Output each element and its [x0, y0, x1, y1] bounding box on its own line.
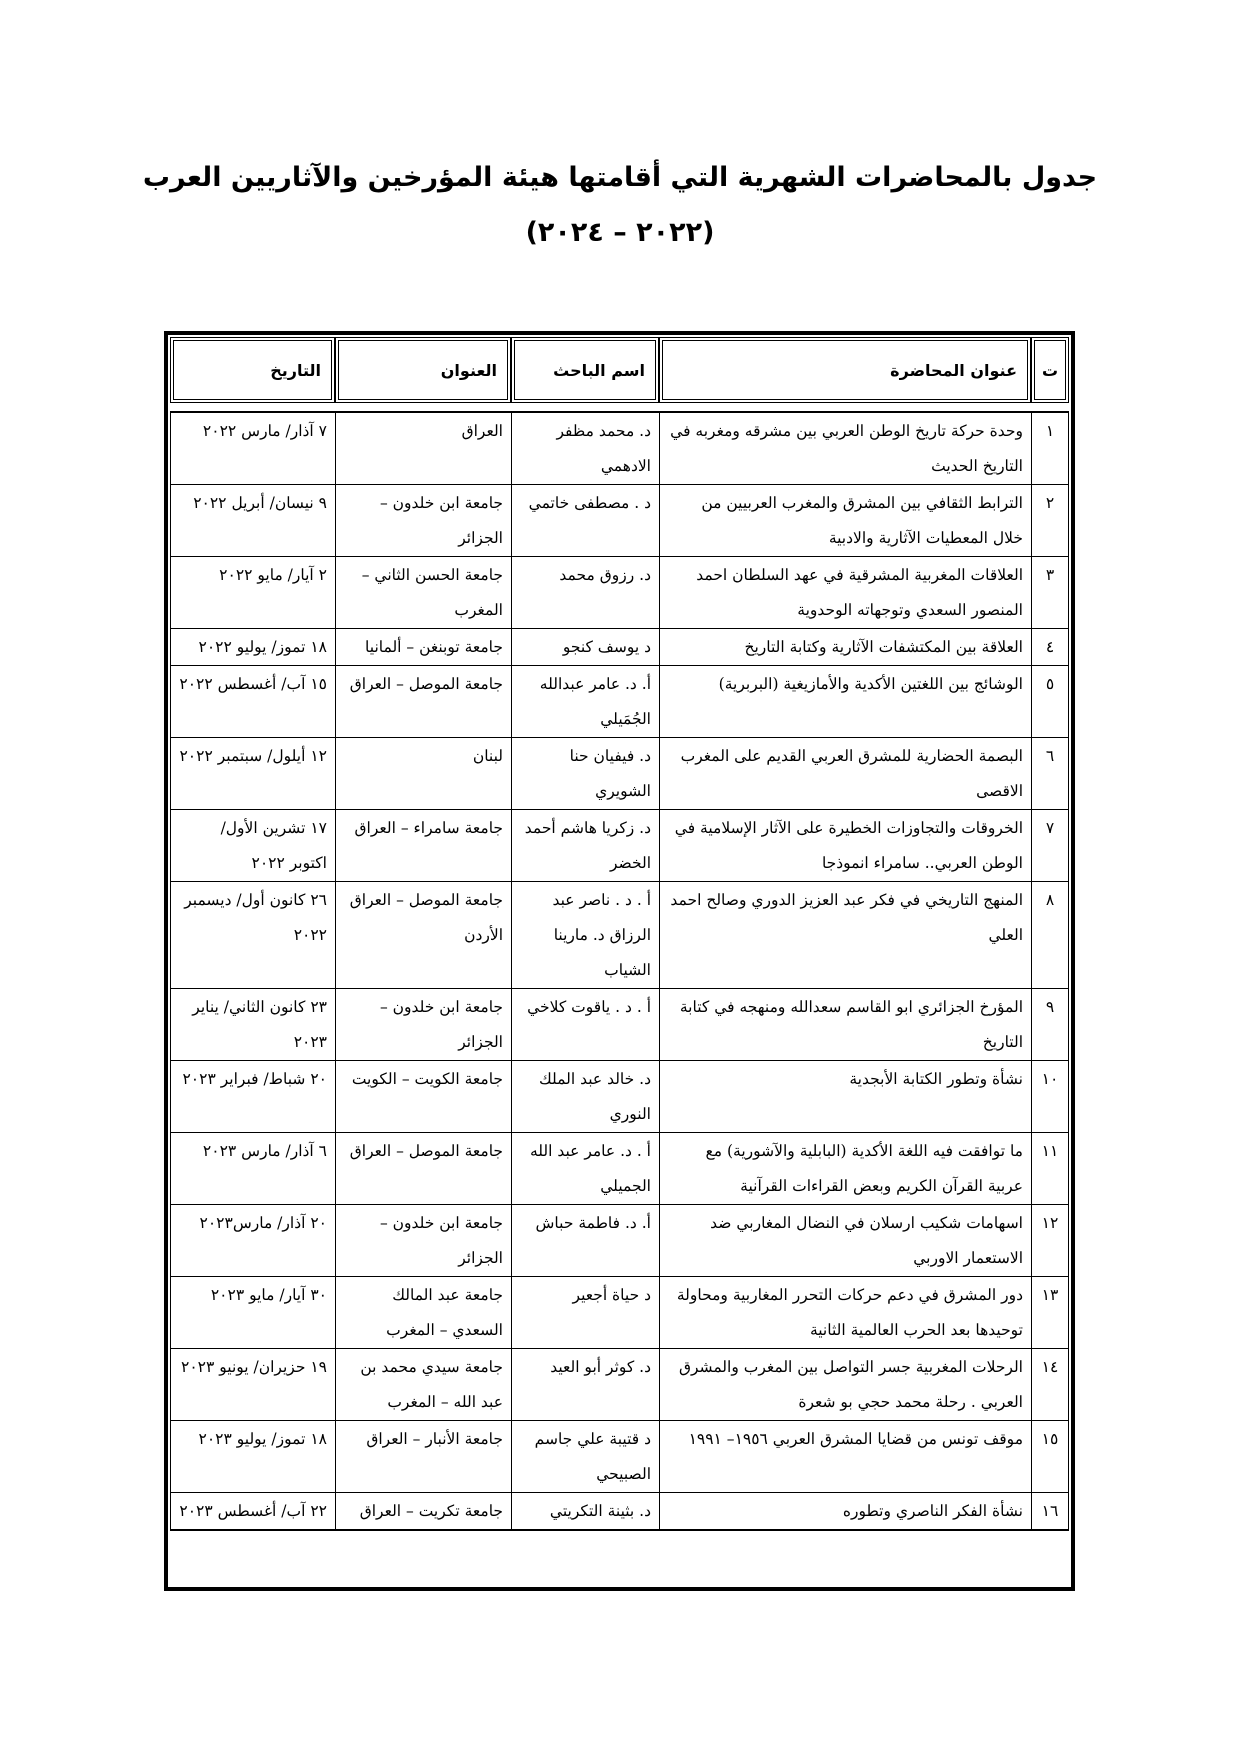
cell-date: ١٢ أيلول/ سبتمبر ٢٠٢٢	[170, 737, 335, 809]
cell-location: جامعة توبنغن – ألمانيا	[335, 628, 511, 665]
cell-row-number: ٣	[1031, 556, 1069, 628]
header-researcher-name: اسم الباحث	[511, 337, 659, 403]
cell-researcher-name: د يوسف كنجو	[511, 628, 659, 665]
page-subtitle-years: (٢٠٢٢ – ٢٠٢٤)	[525, 217, 715, 248]
cell-researcher-name: د. رزوق محمد	[511, 556, 659, 628]
table-row	[170, 881, 1069, 988]
cell-researcher-name: أ . د. عامر عبد الله الجميلي	[511, 1132, 659, 1204]
table-row	[170, 737, 1069, 809]
table-row	[170, 809, 1069, 881]
cell-lecture-title: نشأة وتطور الكتابة الأبجدية	[659, 1060, 1031, 1132]
cell-lecture-title: وحدة حركة تاريخ الوطن العربي بين مشرقه ومغربه في التاريخ الحديث	[659, 411, 1031, 484]
cell-lecture-title: موقف تونس من قضايا المشرق العربي ١٩٥٦– ١٩٩١	[659, 1420, 1031, 1492]
cell-row-number: ١١	[1031, 1132, 1069, 1204]
cell-date: ٦ آذار/ مارس ٢٠٢٣	[170, 1132, 335, 1204]
cell-researcher-name: د . مصطفى خاتمي	[511, 484, 659, 556]
cell-date: ١٨ تموز/ يوليو ٢٠٢٣	[170, 1420, 335, 1492]
cell-row-number: ٧	[1031, 809, 1069, 881]
cell-row-number: ١	[1031, 411, 1069, 484]
table-row	[170, 665, 1069, 737]
cell-date: ١٨ تموز/ يوليو ٢٠٢٢	[170, 628, 335, 665]
cell-researcher-name: د. كوثر أبو العيد	[511, 1348, 659, 1420]
cell-location: جامعة تكريت – العراق	[335, 1492, 511, 1531]
cell-lecture-title: الرحلات المغربية جسر التواصل بين المغرب والمشرق العربي . رحلة محمد حجي بو شعرة	[659, 1348, 1031, 1420]
table-row	[170, 1492, 1069, 1531]
page-title: جدول بالمحاضرات الشهرية التي أقامتها هيئة المؤرخين والآثاريين العرب	[142, 162, 1098, 193]
cell-date: ١٩ حزيران/ يونيو ٢٠٢٣	[170, 1348, 335, 1420]
table-row	[170, 988, 1069, 1060]
cell-researcher-name: أ. د. فاطمة حباش	[511, 1204, 659, 1276]
table-row	[170, 1060, 1069, 1132]
table-row	[170, 1348, 1069, 1420]
cell-lecture-title: البصمة الحضارية للمشرق العربي القديم على المغرب الاقصى	[659, 737, 1031, 809]
cell-location: جامعة سامراء – العراق	[335, 809, 511, 881]
header-lecture-title: عنوان المحاضرة	[659, 337, 1031, 403]
cell-researcher-name: د. زكريا هاشم أحمد الخضر	[511, 809, 659, 881]
lectures-table-frame	[164, 331, 1075, 1591]
cell-row-number: ٤	[1031, 628, 1069, 665]
cell-lecture-title: المؤرخ الجزائري ابو القاسم سعدالله ومنهجه في كتابة التاريخ	[659, 988, 1031, 1060]
table-row	[170, 1276, 1069, 1348]
cell-location: جامعة الأنبار – العراق	[335, 1420, 511, 1492]
cell-row-number: ١٠	[1031, 1060, 1069, 1132]
cell-date: ٢٠ شباط/ فبراير ٢٠٢٣	[170, 1060, 335, 1132]
cell-row-number: ٥	[1031, 665, 1069, 737]
cell-researcher-name: أ . د . ياقوت كلاخي	[511, 988, 659, 1060]
cell-lecture-title: المنهج التاريخي في فكر عبد العزيز الدوري وصالح احمد العلي	[659, 881, 1031, 988]
cell-researcher-name: د. خالد عبد الملك النوري	[511, 1060, 659, 1132]
cell-researcher-name: د. بثينة التكريتي	[511, 1492, 659, 1531]
cell-date: ٢ آيار/ مايو ٢٠٢٢	[170, 556, 335, 628]
table-header-row	[170, 337, 1069, 403]
cell-researcher-name: د. فيفيان حنا الشويري	[511, 737, 659, 809]
cell-row-number: ٢	[1031, 484, 1069, 556]
cell-researcher-name: د حياة أجعير	[511, 1276, 659, 1348]
cell-researcher-name: أ . د . ناصر عبد الرزاق د. مارينا الشياب	[511, 881, 659, 988]
cell-lecture-title: الوشائج بين اللغتين الأكدية والأمازيغية (البربرية)	[659, 665, 1031, 737]
cell-lecture-title: العلاقات المغربية المشرقية في عهد السلطان احمد المنصور السعدي وتوجهاته الوحدوية	[659, 556, 1031, 628]
cell-lecture-title: الترابط الثقافي بين المشرق والمغرب العربيين من خلال المعطيات الآثارية والادبية	[659, 484, 1031, 556]
table-row	[170, 484, 1069, 556]
table-row	[170, 1132, 1069, 1204]
cell-researcher-name: د قتيبة علي جاسم الصبيحي	[511, 1420, 659, 1492]
cell-location: جامعة الموصل – العراق الأردن	[335, 881, 511, 988]
cell-location: جامعة الموصل – العراق	[335, 665, 511, 737]
header-date: التاريخ	[170, 337, 335, 403]
cell-date: ٢٢ آب/ أغسطس ٢٠٢٣	[170, 1492, 335, 1531]
table-row	[170, 411, 1069, 484]
cell-location: جامعة الحسن الثاني – المغرب	[335, 556, 511, 628]
cell-location: جامعة ابن خلدون – الجزائر	[335, 988, 511, 1060]
cell-row-number: ٨	[1031, 881, 1069, 988]
cell-date: ٩ نيسان/ أبريل ٢٠٢٢	[170, 484, 335, 556]
table-row	[170, 1420, 1069, 1492]
cell-researcher-name: أ. د. عامر عبدالله الجُمَيلي	[511, 665, 659, 737]
lectures-table	[170, 337, 1069, 1531]
cell-location: العراق	[335, 411, 511, 484]
cell-date: ١٥ آب/ أغسطس ٢٠٢٢	[170, 665, 335, 737]
cell-lecture-title: ما توافقت فيه اللغة الأكدية (البابلية والآشورية) مع عربية القرآن الكريم وبعض القراءات القرآنية	[659, 1132, 1031, 1204]
cell-location: جامعة عبد المالك السعدي – المغرب	[335, 1276, 511, 1348]
table-row	[170, 1204, 1069, 1276]
cell-location: لبنان	[335, 737, 511, 809]
cell-row-number: ١٢	[1031, 1204, 1069, 1276]
cell-lecture-title: نشأة الفكر الناصري وتطوره	[659, 1492, 1031, 1531]
cell-location: جامعة ابن خلدون – الجزائر	[335, 1204, 511, 1276]
cell-location: جامعة الموصل – العراق	[335, 1132, 511, 1204]
cell-lecture-title: العلاقة بين المكتشفات الآثارية وكتابة التاريخ	[659, 628, 1031, 665]
cell-row-number: ١٤	[1031, 1348, 1069, 1420]
cell-date: ١٧ تشرين الأول/ اكتوبر ٢٠٢٢	[170, 809, 335, 881]
header-location: العنوان	[335, 337, 511, 403]
cell-row-number: ١٦	[1031, 1492, 1069, 1531]
cell-row-number: ١٥	[1031, 1420, 1069, 1492]
cell-row-number: ٩	[1031, 988, 1069, 1060]
header-number: ت	[1031, 337, 1069, 403]
cell-date: ٣٠ آيار/ مايو ٢٠٢٣	[170, 1276, 335, 1348]
cell-lecture-title: الخروقات والتجاوزات الخطيرة على الآثار الإسلامية في الوطن العربي.. سامراء انموذجا	[659, 809, 1031, 881]
cell-date: ٢٠ آذار/ مارس٢٠٢٣	[170, 1204, 335, 1276]
table-body	[170, 411, 1069, 1531]
cell-lecture-title: اسهامات شكيب ارسلان في النضال المغاربي ضد الاستعمار الاوربي	[659, 1204, 1031, 1276]
cell-date: ٧ آذار/ مارس ٢٠٢٢	[170, 411, 335, 484]
cell-location: جامعة ابن خلدون – الجزائر	[335, 484, 511, 556]
cell-row-number: ١٣	[1031, 1276, 1069, 1348]
cell-location: جامعة الكويت – الكويت	[335, 1060, 511, 1132]
cell-researcher-name: د. محمد مظفر الادهمي	[511, 411, 659, 484]
cell-row-number: ٦	[1031, 737, 1069, 809]
table-row	[170, 628, 1069, 665]
table-row	[170, 556, 1069, 628]
cell-date: ٢٦ كانون أول/ ديسمبر ٢٠٢٢	[170, 881, 335, 988]
cell-date: ٢٣ كانون الثاني/ يناير ٢٠٢٣	[170, 988, 335, 1060]
cell-lecture-title: دور المشرق في دعم حركات التحرر المغاربية ومحاولة توحيدها بعد الحرب العالمية الثانية	[659, 1276, 1031, 1348]
cell-location: جامعة سيدي محمد بن عبد الله – المغرب	[335, 1348, 511, 1420]
